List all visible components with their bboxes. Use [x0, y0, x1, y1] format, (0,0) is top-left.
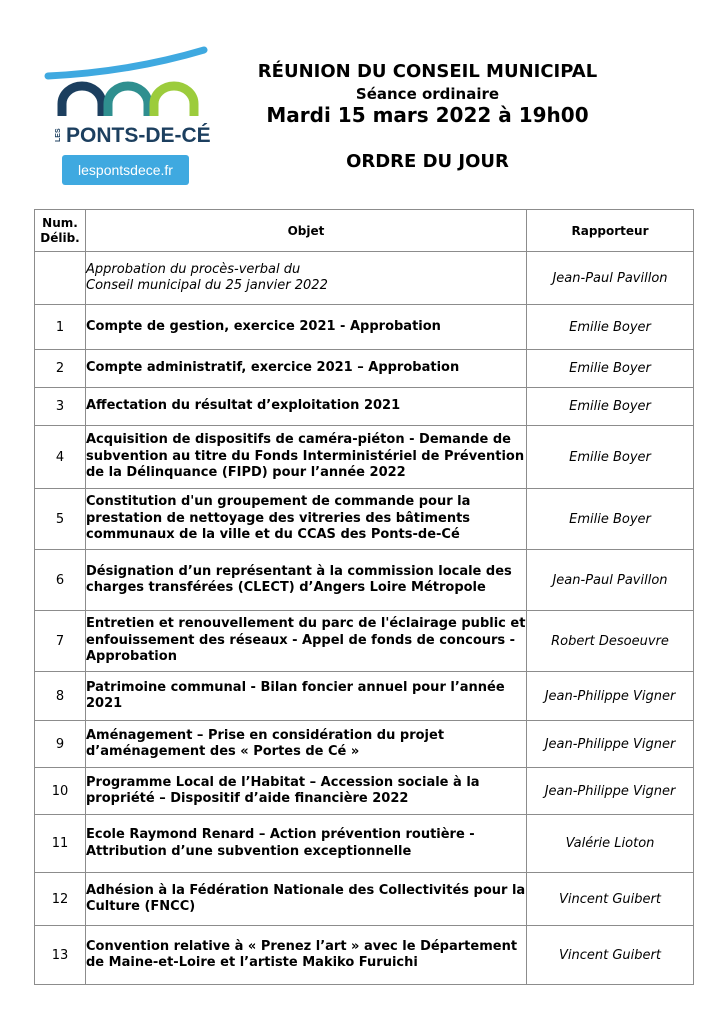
row-objet: Programme Local de l’Habitat – Accession sociale à la propriété – Dispositif d’aide financière 2022	[86, 768, 527, 815]
row-rapporteur: Robert Desoeuvre	[527, 611, 694, 672]
header-rapporteur: Rapporteur	[527, 210, 694, 252]
row-objet: Convention relative à « Prenez l’art » avec le Département de Maine-et-Loire et l’artiste Makiko Furuichi	[86, 926, 527, 985]
table-row	[35, 721, 694, 768]
table-row	[35, 388, 694, 426]
table-row	[35, 426, 694, 489]
meeting-date: Mardi 15 mars 2022 à 19h00	[266, 103, 589, 127]
row-rapporteur: Emilie Boyer	[527, 350, 694, 388]
logo-arches-graphic	[40, 44, 210, 156]
row-num: 10	[35, 768, 86, 815]
agenda-title: ORDRE DU JOUR	[346, 151, 509, 172]
row-objet: Patrimoine communal - Bilan foncier annuel pour l’année 2021	[86, 672, 527, 721]
row-objet: Entretien et renouvellement du parc de l'éclairage public et enfouissement des réseaux - Appel de fonds de concours -Approbation	[86, 611, 527, 672]
header-objet: Objet	[86, 210, 527, 252]
row-num: 13	[35, 926, 86, 985]
row-num: 9	[35, 721, 86, 768]
row-objet: Approbation du procès-verbal du Conseil municipal du 25 janvier 2022	[86, 252, 527, 305]
row-objet: Adhésion à la Fédération Nationale des Collectivités pour la Culture (FNCC)	[86, 873, 527, 926]
row-num: 6	[35, 550, 86, 611]
row-num: 11	[35, 815, 86, 873]
row-num: 5	[35, 489, 86, 550]
row-rapporteur: Emilie Boyer	[527, 388, 694, 426]
row-objet: Acquisition de dispositifs de caméra-piéton - Demande de subvention au titre du Fonds Interministériel de Prévention de la Délinquance (FIPD) pour l’année 2022	[86, 426, 527, 489]
row-num: 12	[35, 873, 86, 926]
row-objet: Aménagement – Prise en considération du projet d’aménagement des « Portes de Cé »	[86, 721, 527, 768]
table-row	[35, 489, 694, 550]
table-row	[35, 768, 694, 815]
row-rapporteur: Jean-Philippe Vigner	[527, 768, 694, 815]
row-objet: Compte administratif, exercice 2021 – Approbation	[86, 350, 527, 388]
row-rapporteur: Vincent Guibert	[527, 926, 694, 985]
table-row	[35, 252, 694, 305]
row-rapporteur: Emilie Boyer	[527, 305, 694, 350]
row-objet: Affectation du résultat d’exploitation 2021	[86, 388, 527, 426]
table-row	[35, 873, 694, 926]
table-row	[35, 926, 694, 985]
table-header-row	[35, 210, 694, 252]
table-row	[35, 350, 694, 388]
row-rapporteur: Jean-Paul Pavillon	[527, 252, 694, 305]
agenda-table	[34, 209, 694, 985]
logo-brand-prefix: LES	[55, 128, 62, 142]
row-num: 2	[35, 350, 86, 388]
row-rapporteur: Jean-Paul Pavillon	[527, 550, 694, 611]
row-rapporteur: Emilie Boyer	[527, 426, 694, 489]
session-type: Séance ordinaire	[355, 85, 500, 103]
row-objet: Compte de gestion, exercice 2021 - Approbation	[86, 305, 527, 350]
row-num: 3	[35, 388, 86, 426]
table-row	[35, 815, 694, 873]
row-num: 4	[35, 426, 86, 489]
header-num: Num. Délib.	[35, 210, 86, 252]
row-num	[35, 252, 86, 305]
row-objet: Ecole Raymond Renard – Action prévention routière - Attribution d’une subvention exceptionnelle	[86, 815, 527, 873]
row-rapporteur: Valérie Lioton	[527, 815, 694, 873]
row-rapporteur: Vincent Guibert	[527, 873, 694, 926]
row-num: 8	[35, 672, 86, 721]
table-row	[35, 550, 694, 611]
row-num: 1	[35, 305, 86, 350]
meeting-title: RÉUNION DU CONSEIL MUNICIPAL	[257, 61, 598, 82]
row-rapporteur: Jean-Philippe Vigner	[527, 672, 694, 721]
table-row	[35, 672, 694, 721]
table-row	[35, 611, 694, 672]
logo-brand-name: PONTS-DE-CÉ	[66, 124, 210, 147]
table-row	[35, 305, 694, 350]
row-rapporteur: Jean-Philippe Vigner	[527, 721, 694, 768]
row-rapporteur: Emilie Boyer	[527, 489, 694, 550]
row-objet: Constitution d'un groupement de commande pour la prestation de nettoyage des vitreries des bâtiments communaux de la ville et du CCAS des Ponts-de-Cé	[86, 489, 527, 550]
row-objet: Désignation d’un représentant à la commission locale des charges transférées (CLECT) d’Angers Loire Métropole	[86, 550, 527, 611]
row-num: 7	[35, 611, 86, 672]
website-badge: lespontsdece.fr	[62, 155, 189, 185]
